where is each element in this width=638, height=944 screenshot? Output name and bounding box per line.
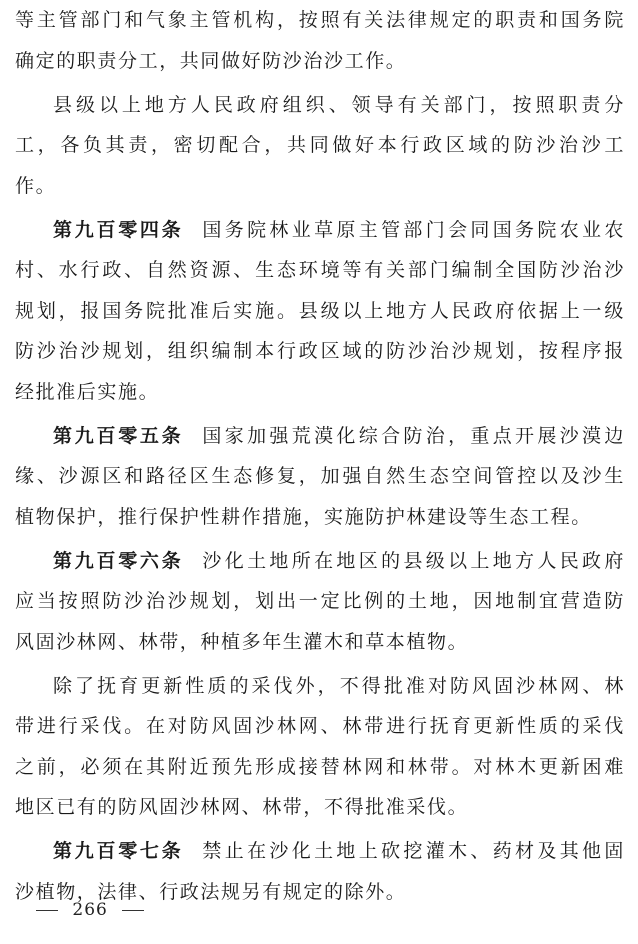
line-text: 沙化土地所在地区的县级以上地方人民政府 [202,549,625,572]
line-text: 国家加强荒漠化综合防治，重点开展沙漠边 [202,424,625,447]
article-paragraph [15,541,625,663]
line-text: 缘、沙源区和路径区生态修复，加强自然生态空间管控以及沙生 [15,465,625,487]
article-number: 第九百零七条 [53,840,184,862]
text-line [15,41,625,82]
line-text: 工，各负其责，密切配合，共同做好本行政区域的防沙治沙工 [15,134,625,156]
line-text: 确定的职责分工，共同做好防沙治沙工作。 [15,49,407,72]
line-text: 风固沙林网、林带，种植多年生灌木和草本植物。 [15,630,469,653]
document-page [15,0,625,916]
line-text: 县级以上地方人民政府组织、领导有关部门，按照职责分 [53,93,625,116]
line-text: 沙植物，法律、行政法规另有规定的除外。 [15,880,407,903]
line-text: 作。 [15,174,57,197]
article-number: 第九百零四条 [53,218,184,241]
text-line [15,0,625,41]
text-line [15,372,625,413]
text-line [15,622,625,663]
footer-dash-right [122,910,144,911]
body-paragraph [15,85,625,207]
text-line [15,166,625,207]
text-line [15,250,625,291]
body-paragraph [15,666,625,828]
text-line [15,497,625,538]
text-line [15,331,625,372]
line-text: 等主管部门和气象主管机构，按照有关法律规定的职责和国务院 [15,9,625,31]
text-line [15,291,625,332]
text-line [15,541,625,582]
page-number: 266 [72,900,108,920]
text-line [15,831,625,872]
line-text: 国务院林业草原主管部门会同国务院农业农 [202,218,625,241]
body-paragraph [15,0,625,81]
line-text: 除了抚育更新性质的采伐外，不得批准对防风固沙林网、林 [53,674,625,697]
line-text: 规划，报国务院批准后实施。县级以上地方人民政府依据上一级 [15,299,625,322]
article-paragraph [15,210,625,413]
text-line [15,456,625,497]
text-line [15,125,625,166]
article-paragraph [15,416,625,538]
line-text: 植物保护，推行保护性耕作措施，实施防护林建设等生态工程。 [15,505,592,528]
article-number: 第九百零六条 [53,549,184,572]
line-text: 应当按照防沙治沙规划，划出一定比例的土地，因地制宜营造防 [15,590,625,612]
text-line [15,85,625,126]
line-text: 带进行采伐。在对防风固沙林网、林带进行抚育更新性质的采伐 [15,715,625,737]
line-text: 之前，必须在其附近预先形成接替林网和林带。对林木更新困难 [15,755,625,778]
text-line [15,210,625,251]
line-text: 禁止在沙化土地上砍挖灌木、药材及其他固 [202,840,625,862]
page-footer [28,900,152,920]
line-text: 经批准后实施。 [15,380,160,403]
text-line [15,666,625,707]
line-text: 村、水行政、自然资源、生态环境等有关部门编制全国防沙治沙 [15,259,625,281]
line-text: 防沙治沙规划，组织编制本行政区域的防沙治沙规划，按程序报 [15,340,625,362]
line-text: 地区已有的防风固沙林网、林带，不得批准采伐。 [15,796,469,818]
text-line [15,706,625,747]
text-line [15,416,625,457]
text-line [15,581,625,622]
article-number: 第九百零五条 [53,424,184,447]
text-line [15,787,625,828]
text-line [15,747,625,788]
footer-dash-left [36,910,58,911]
